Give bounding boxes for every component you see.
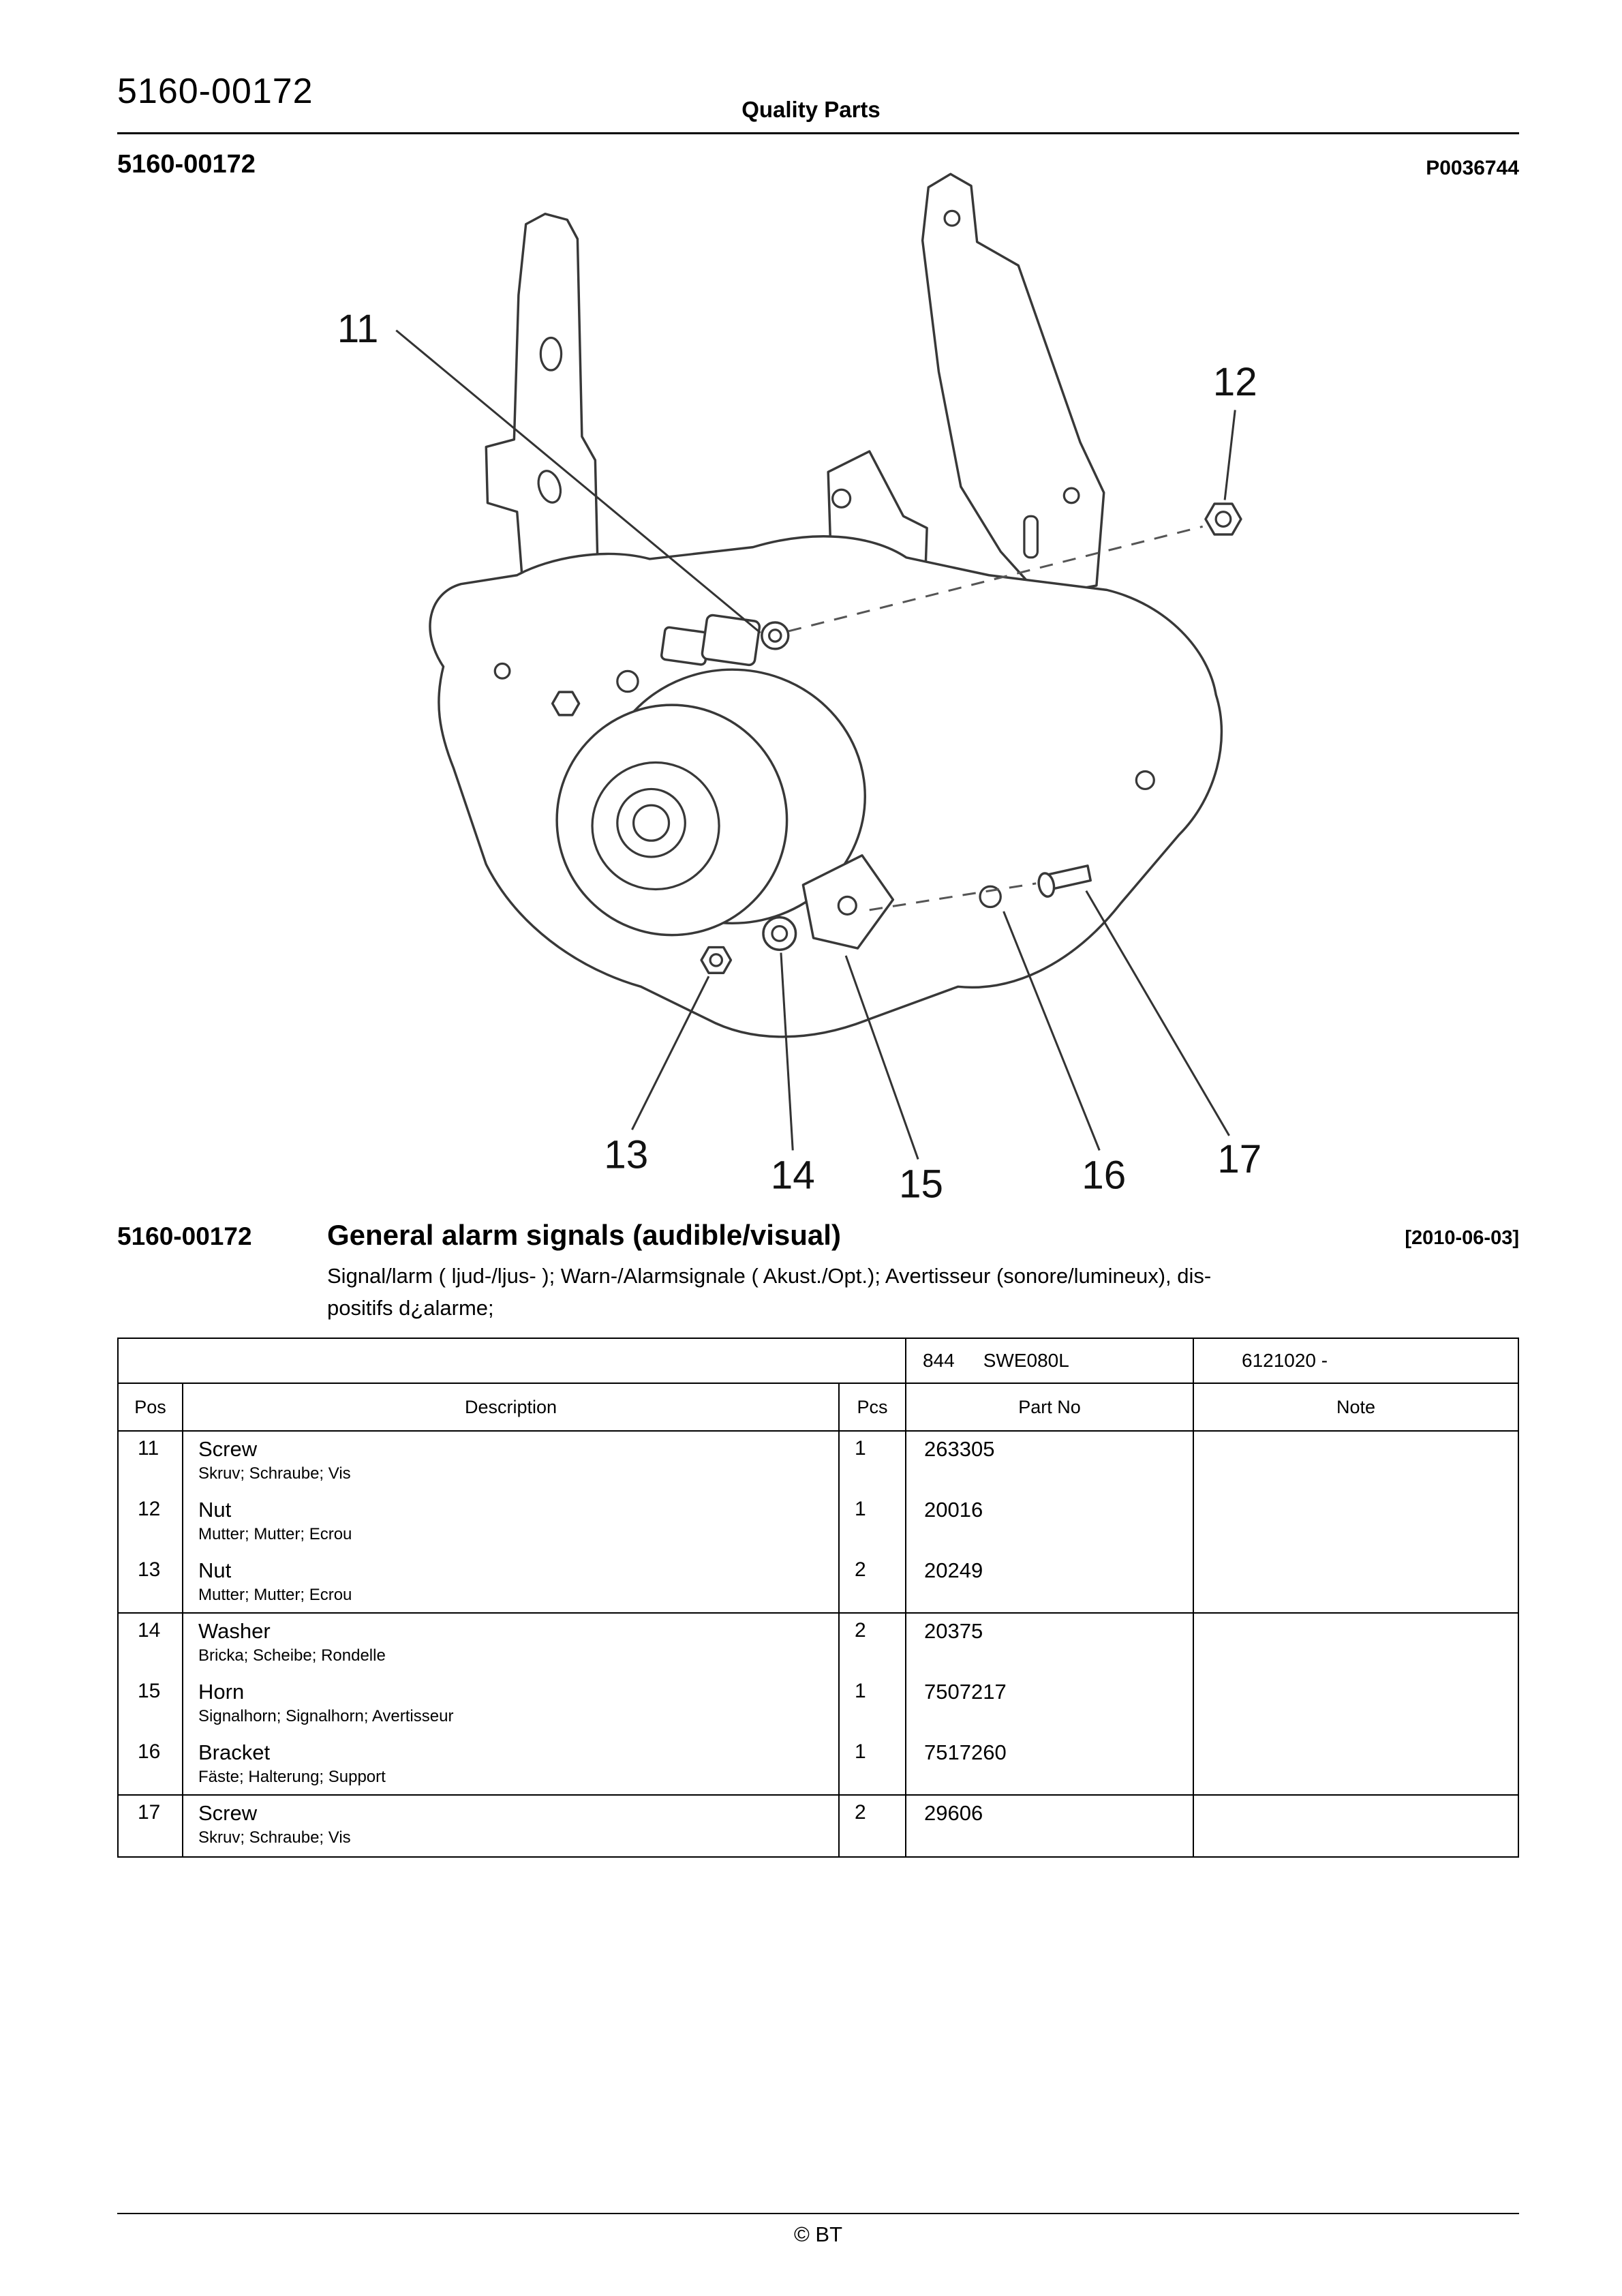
row-pcs: 1 bbox=[838, 1735, 905, 1794]
row-description bbox=[182, 1614, 838, 1674]
row-description-translations: Bricka; Scheibe; Rondelle bbox=[198, 1646, 386, 1665]
row-part-no: 29606 bbox=[905, 1796, 1193, 1856]
footer-copyright: © BT bbox=[793, 2222, 843, 2246]
exploded-diagram bbox=[204, 162, 1458, 1209]
row-pcs: 1 bbox=[838, 1674, 905, 1735]
row-description-main: Washer bbox=[198, 1619, 271, 1643]
row-description-translations: Skruv; Schraube; Vis bbox=[198, 1464, 351, 1483]
row-description-translations: Signalhorn; Signalhorn; Avertisseur bbox=[198, 1707, 454, 1725]
row-note bbox=[1193, 1553, 1518, 1612]
row-part-no: 20016 bbox=[905, 1492, 1193, 1553]
row-note bbox=[1193, 1796, 1518, 1856]
row-pos: 12 bbox=[138, 1498, 161, 1520]
callout-14: 14 bbox=[770, 1153, 815, 1198]
left-bracket-drawing bbox=[486, 214, 598, 596]
section-title: General alarm signals (audible/visual) bbox=[327, 1219, 841, 1251]
row-description bbox=[182, 1553, 838, 1612]
row-note bbox=[1193, 1432, 1518, 1492]
row-pos: 17 bbox=[138, 1801, 161, 1824]
row-part-no: 20249 bbox=[905, 1553, 1193, 1612]
row-part-no: 7517260 bbox=[905, 1735, 1193, 1794]
row-pcs: 1 bbox=[838, 1432, 905, 1492]
row-pos: 16 bbox=[138, 1740, 161, 1763]
row-part-no: 20375 bbox=[905, 1614, 1193, 1674]
row-pos: 15 bbox=[138, 1680, 161, 1702]
parts-table bbox=[117, 1338, 1519, 1858]
row-description bbox=[182, 1735, 838, 1794]
machine-model-code: 844 bbox=[923, 1350, 955, 1371]
row-description bbox=[182, 1796, 838, 1856]
parts-table-body bbox=[119, 1432, 1518, 1856]
leader-line-12 bbox=[1225, 410, 1235, 500]
col-header-pos: Pos bbox=[134, 1396, 166, 1417]
col-header-note: Note bbox=[1193, 1384, 1518, 1430]
row-pcs: 1 bbox=[838, 1492, 905, 1553]
callout-17: 17 bbox=[1217, 1136, 1262, 1181]
col-header-pcs: Pcs bbox=[838, 1384, 905, 1430]
callout-13: 13 bbox=[604, 1132, 649, 1177]
callout-11: 11 bbox=[337, 306, 379, 351]
row-description-main: Screw bbox=[198, 1801, 258, 1825]
table-header-row bbox=[119, 1384, 1518, 1432]
row-description-main: Horn bbox=[198, 1680, 245, 1704]
row-description-translations: Skruv; Schraube; Vis bbox=[198, 1828, 351, 1847]
row-pcs: 2 bbox=[838, 1796, 905, 1856]
row-note bbox=[1193, 1614, 1518, 1674]
row-pos: 14 bbox=[138, 1619, 161, 1642]
machine-serial-cell bbox=[1193, 1339, 1518, 1383]
row-description-translations: Fäste; Halterung; Support bbox=[198, 1768, 386, 1786]
section-code-top: 5160-00172 bbox=[117, 150, 256, 179]
row-part-no: 263305 bbox=[905, 1432, 1193, 1492]
row-description-main: Screw bbox=[198, 1437, 258, 1461]
table-row bbox=[119, 1553, 1518, 1614]
row-pos: 13 bbox=[138, 1558, 161, 1581]
row-note bbox=[1193, 1492, 1518, 1553]
callout-16: 16 bbox=[1082, 1153, 1127, 1198]
machine-model-name: SWE080L bbox=[983, 1350, 1069, 1371]
header-rule bbox=[117, 132, 1519, 134]
row-description-main: Nut bbox=[198, 1558, 232, 1582]
right-bracket-drawing bbox=[923, 174, 1104, 596]
machine-band-empty bbox=[119, 1339, 905, 1383]
section-date: [2010-06-03] bbox=[1405, 1227, 1519, 1249]
machine-band bbox=[119, 1339, 1518, 1384]
row-description bbox=[182, 1432, 838, 1492]
nut-13b-drawing bbox=[553, 692, 579, 715]
row-part-no: 7507217 bbox=[905, 1674, 1193, 1735]
table-row bbox=[119, 1735, 1518, 1796]
row-description bbox=[182, 1492, 838, 1553]
table-row bbox=[119, 1796, 1518, 1856]
col-header-part-no: Part No bbox=[905, 1384, 1193, 1430]
col-header-description: Description bbox=[182, 1384, 838, 1430]
row-pcs: 2 bbox=[838, 1553, 905, 1612]
row-description-translations: Mutter; Mutter; Ecrou bbox=[198, 1586, 352, 1604]
row-description-main: Nut bbox=[198, 1498, 232, 1522]
table-row bbox=[119, 1492, 1518, 1553]
document-number: 5160-00172 bbox=[117, 72, 313, 111]
table-row bbox=[119, 1432, 1518, 1492]
machine-model-cell bbox=[905, 1339, 1193, 1383]
row-note bbox=[1193, 1674, 1518, 1735]
row-description bbox=[182, 1674, 838, 1735]
row-description-translations: Mutter; Mutter; Ecrou bbox=[198, 1525, 352, 1543]
callout-15: 15 bbox=[898, 1162, 943, 1207]
row-pcs: 2 bbox=[838, 1614, 905, 1674]
section-subtitle-line2: positifs d¿alarme; bbox=[327, 1296, 494, 1320]
row-pos: 11 bbox=[138, 1437, 159, 1460]
table-row bbox=[119, 1674, 1518, 1735]
section-subtitle-line1: Signal/larm ( ljud-/ljus- ); Warn-/Alarmsignale ( Akust./Opt.); Avertisseur (sonore/lumineux), dis- bbox=[327, 1264, 1212, 1288]
table-row bbox=[119, 1614, 1518, 1674]
footer-rule bbox=[117, 2213, 1519, 2214]
header-center-title: Quality Parts bbox=[741, 97, 881, 122]
section-code: 5160-00172 bbox=[117, 1222, 252, 1250]
machine-serial-range: 6121020 - bbox=[1242, 1350, 1328, 1371]
row-note bbox=[1193, 1735, 1518, 1794]
leader-line-17 bbox=[1086, 891, 1229, 1136]
callout-12: 12 bbox=[1212, 359, 1257, 404]
figure-reference: P0036744 bbox=[1426, 157, 1519, 179]
row-description-main: Bracket bbox=[198, 1740, 271, 1764]
